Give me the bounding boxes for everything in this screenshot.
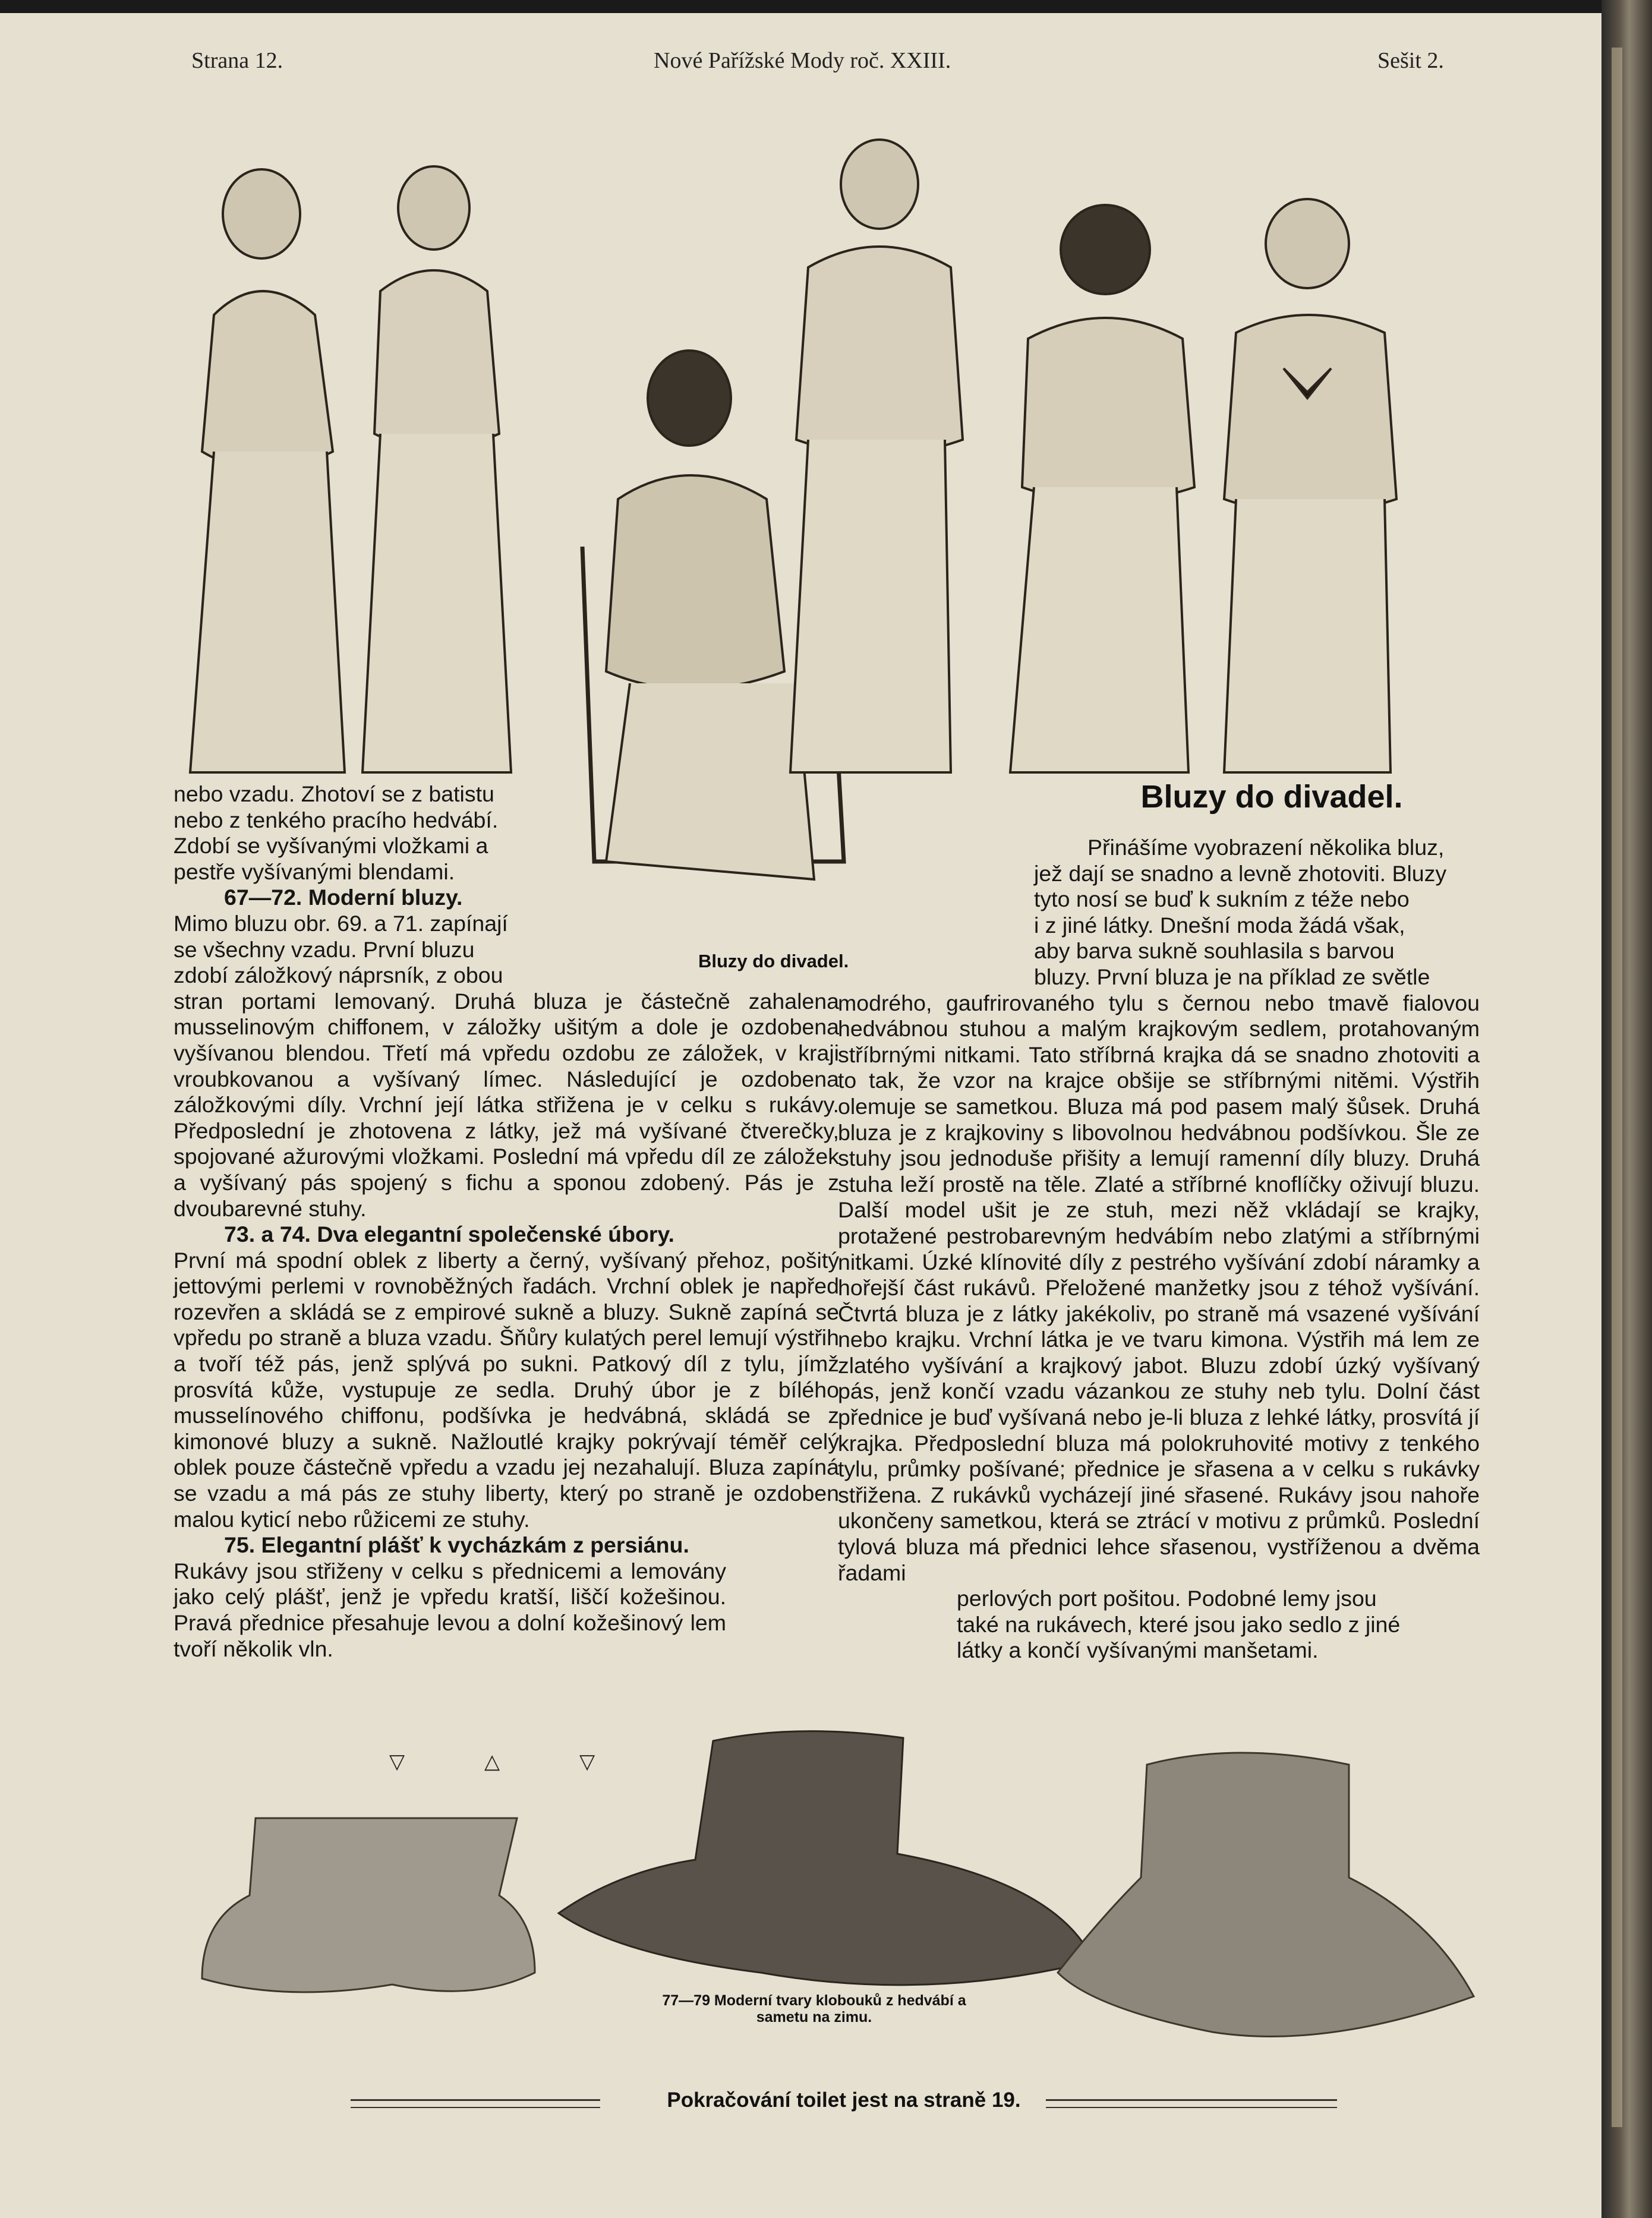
section-paragraph: Rukávy jsou střiženy v celku s přednicemi a lemovány jako celý plášť, jenž je vpředu kratší, liščí kožešinou. Pravá přednice přesahuje levou a dolní kožešinový lem tvoří několik vln. [174,1558,726,1661]
intro-block [1034,835,1480,990]
ornament-down: ▽ [579,1750,595,1773]
text-line: i z jiné látky. Dnešní moda žádá však, [1034,912,1405,938]
text-line: bluzy. První bluza je na příklad ze světle [1034,964,1430,989]
magazine-title: Nové Pařížské Mody roč. XXIII. [654,48,951,73]
ornament-down: ▽ [389,1750,405,1773]
text-line: Zdobí se vyšívanými vložkami a [174,833,488,859]
text-line: tyto nosí se buď k sukním z téže nebo [1034,886,1410,912]
text-line: nebo z tenkého pracího hedvábí. [174,807,499,832]
text-line: látky a končí vyšívanými manšetami. [957,1638,1319,1663]
hats-caption-line: sametu na zimu. [756,2009,872,2025]
section-heading: 73. a 74. Dva elegantní společenské úbory. [224,1222,674,1247]
hats-caption [630,1992,998,2025]
spine-edge [1612,48,1622,2127]
article-title: Bluzy do divadel. [1140,779,1403,815]
text-line: Mimo bluzu obr. 69. a 71. zapínají [174,910,508,936]
section-paragraph: stran portami lemovaný. Druhá bluza je částečně zahalena musselinovým chiffonem, v záložky ušitým a dole je ozdobena vyšívanou blendou. Třetí má vpředu ozdobu ze záložek, v kraji vroubkovanou a vyšívaný límec. Následující je ozdobena záložkovými díly. Vrchní její látka střižena je v celku s rukávy. Předposlední je zhotovena z látky, jež má vyšívané čtverečky, spojované ažurovými vložkami. Poslední má vpředu díl ze záložek a vyšívaný pás spojený s fichu a sponou zdobený. Pás je z dvoubarevné stuhy. [174,988,839,1221]
hats-caption-line: 77—79 Moderní tvary klobouků z hedvábí a [662,1992,966,2009]
footer-continuation: Pokračování toilet jest na straně 19. [667,2088,1021,2112]
text-line: aby barva sukně souhlasila s barvou [1034,938,1395,964]
text-line: jež dají se snadno a levně zhotoviti. Bluzy [1034,860,1447,886]
text-line: zdobí záložkový náprsník, z obou [174,963,503,988]
section-heading: 75. Elegantní plášť k vycházkám z persiánu. [224,1532,689,1558]
right-column [838,835,1480,1664]
book-spine [1601,0,1652,2218]
illustration-caption: Bluzy do divadel. [698,951,849,971]
section-paragraph: První má spodní oblek z liberty a černý, vyšívaný přehoz, pošitý jettovými perlemi v rovnoběžných řadách. Vrchní oblek je napřed rozevřen a skládá se z empirové sukně a bluzy. Sukně zapíná se vpředu po straně a bluza vzadu. Šňůry kulatých perel lemují výstřih a tvoří též pás, jenž splývá po sukni. Patkový díl z tylu, jímž prosvítá kůže, vystupuje ze sedla. Druhý úbor je z bílého musselínového chiffonu, podšívka je hedvábná, skládá se z kimonové bluzy a sukně. Nažloutlé krajky pokrývají téměř celý oblek pouze částečně vpředu a vzadu jej nezahalují. Bluza zapíná se vzadu a má pás ze stuhy liberty, který po straně je ozdoben malou kyticí nebo růžicemi ze stuhy. [174,1247,839,1532]
section-heading: 67—72. Moderní bluzy. [224,885,463,910]
intro-block [174,781,536,989]
issue-number: Sešit 2. [1377,48,1444,73]
text-line: nebo vzadu. Zhotoví se z batistu [174,781,494,806]
page-number: Strana 12. [191,48,283,73]
section-paragraph: modrého, gaufrirovaného tylu s černou nebo tmavě fialovou hedvábnou stuhou a malým krajkovým sedlem, protahovaným stříbrnými nitkami. Tato stříbrná krajka dá se snadno zhotoviti a to tak, že vzor na krajce obšije se stříbrnými nitěmi. Výstřih olemuje se sametkou. Bluza má pod pasem malý šůsek. Druhá bluza je z krajkoviny s libovolnou hedvábnou podšívkou. Šle ze stuhy jsou jednoduše přišity a lemují ramenní díly bluzy. Druhá stuha leží prostě na těle. Zlaté a stříbrné knoflíčky oživují bluzu. Další model ušit je ze stuh, mezi něž vkládají se krajky, protažené pestrobarevným hedvábím nebo zlatými a stříbrnými nitkami. Úzké klínovité díly z pestrého vyšívání zdobí náramky a hořejší část rukávů. Přeložené manžetky jsou z téhož vyšívání. Čtvrtá bluza je z látky jakékoliv, po straně má vsazené vyšívání nebo krajku. Vrchní látka je ve tvaru kimona. Výstřih má lem ze zlatého vyšívání a krajkový jabot. Bluzu zdobí úzký vyšívaný pás, jenž končí vzadu vázankou ze stuhy neb tylu. Dolní část přednice je buď vyšívaná nebo je-li bluza z lehké látky, prosvítá jí krajka. Předposlední bluza má polokruhovité motivy z tenkého tylu, průmky pošívané; přednice je sřasena a v celku s rukávky střižena. Z rukávků vycházejí jiné sřasené. Rukávy jsou nahoře ukončeny sametkou, která se ztrácí v motivu z průmků. Poslední tylová bluza má přednici lehce sřasenou, vystříženou a dvěma řadami [838,990,1480,1585]
left-column [174,781,839,1662]
ornament-up: △ [484,1750,500,1773]
text-line: také na rukávech, které jsou jako sedlo z jiné [957,1611,1401,1637]
text-line: perlových port pošitou. Podobné lemy jsou [957,1586,1377,1611]
tail-block [957,1586,1480,1664]
text-line: pestře vyšívanými blendami. [174,859,455,884]
text-line: se všechny vzadu. První bluzu [174,936,475,962]
text-line: Přinášíme vyobrazení několika bluz, [1087,835,1445,860]
